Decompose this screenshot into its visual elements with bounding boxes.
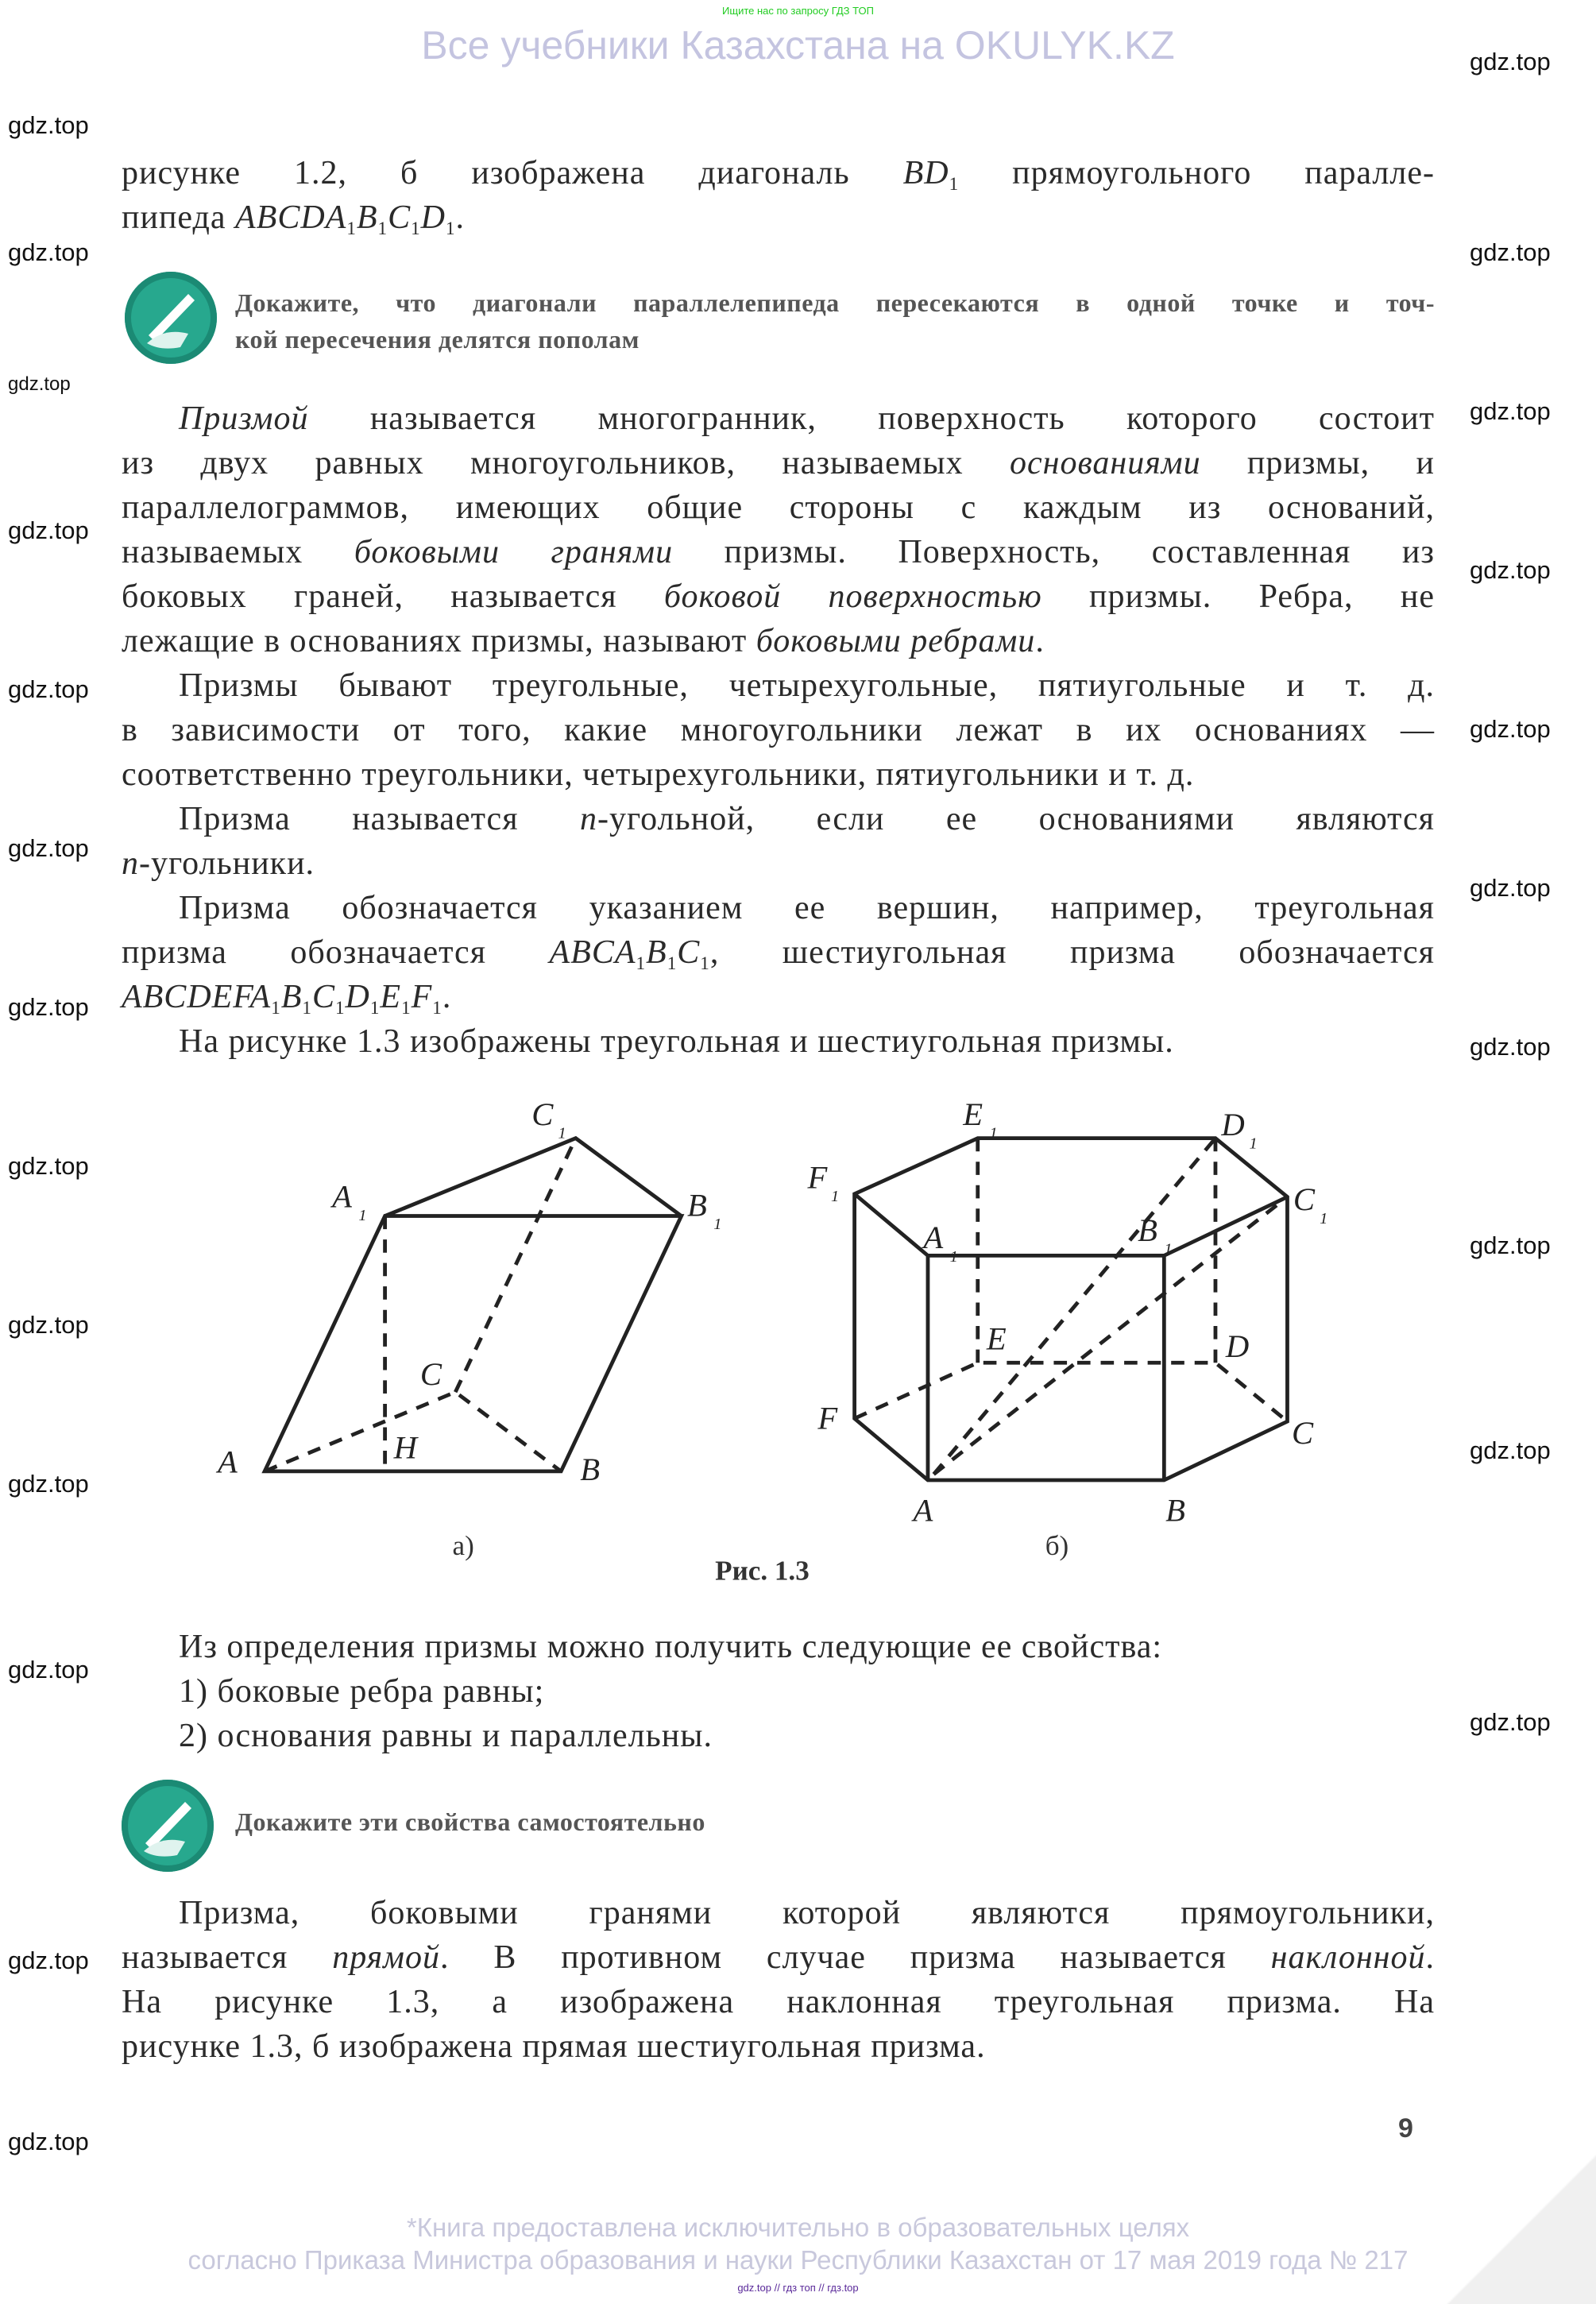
prism-properties — [122, 1625, 1409, 1758]
vertex-label: B — [1138, 1212, 1157, 1248]
watermark: gdz.top — [1470, 238, 1551, 266]
text-segment: C — [311, 979, 335, 1015]
text-segment: прямой — [332, 1939, 440, 1976]
text-line — [122, 1019, 1435, 1064]
text-segment: лежащие в основаниях призмы, называют — [122, 623, 756, 659]
text-segment: Докажите, что диагонали параллелепипеда пересекаются в одной точке и точ- — [235, 288, 1435, 317]
text-segment: n — [122, 845, 139, 882]
vertex-label: A — [332, 1178, 352, 1215]
text-line — [122, 1980, 1435, 2024]
subscript: 1 — [377, 218, 388, 239]
footer-disclaimer-2: согласно Приказа Министра образования и науки Республики Казахстан от 17 мая 2019 года № 217 — [187, 2245, 1409, 2275]
vertex-label: D — [1225, 1328, 1250, 1364]
watermark: gdz.top — [8, 2128, 89, 2155]
watermark: gdz.top — [1470, 1231, 1551, 1259]
text-segment: основаниями — [1009, 445, 1201, 481]
text-segment: Докажите эти свойства самостоятельно — [235, 1807, 705, 1836]
text-line — [122, 151, 1435, 195]
text-line — [122, 1935, 1435, 1980]
vertex-subscripts — [358, 1125, 1327, 1266]
text-segment: E — [380, 979, 402, 1015]
subscript: 1 — [369, 997, 381, 1019]
watermark: gdz.top — [8, 993, 89, 1021]
text-segment: в зависимости от того, какие многоугольники лежат в их основаниях — — [122, 712, 1435, 748]
text-segment: -угольники. — [139, 845, 315, 882]
subscript: 1 — [401, 997, 412, 1019]
vertex-label: A — [923, 1220, 944, 1256]
text-line — [122, 1891, 1435, 1935]
text-segment: D — [420, 199, 446, 236]
text-segment: BD — [902, 155, 949, 191]
watermark: gdz.top — [1470, 1436, 1551, 1464]
text-segment: Из определения призмы можно получить следующие ее свойства: — [179, 1629, 1163, 1665]
hexagonal-prism — [855, 1138, 1288, 1480]
text-line — [122, 886, 1435, 930]
watermark: gdz.top — [1470, 397, 1551, 425]
vertex-label: C — [419, 1355, 442, 1392]
text-segment: боковыми ребрами — [755, 623, 1036, 659]
text-segment: боковых граней, называется — [122, 578, 664, 615]
text-segment: На рисунке 1.3, а изображена наклонная треугольная призма. На — [122, 1984, 1435, 2020]
watermark: gdz.top — [1470, 48, 1551, 75]
watermark: gdz.top — [8, 238, 89, 266]
search-hint: Ищите нас по запросу ГДЗ ТОП — [722, 5, 874, 17]
text-segment: наклонной — [1270, 1939, 1426, 1976]
subscript: 1 — [271, 997, 281, 1019]
text-segment: кой пересечения делятся пополам — [235, 325, 640, 354]
watermark: gdz.top — [1470, 715, 1551, 743]
text-segment: ABCDA — [235, 199, 347, 236]
vertex-label: A — [218, 1444, 238, 1480]
watermark: gdz.top — [1470, 1708, 1551, 1736]
text-segment: боковой поверхностью — [663, 578, 1042, 615]
text-segment: рисунке 1.2, б изображена диагональ — [122, 155, 903, 191]
text-line — [122, 975, 1435, 1019]
prism-definition-text — [122, 396, 1435, 1064]
vertex-label: C — [1293, 1181, 1315, 1218]
text-line — [122, 574, 1435, 619]
text-segment: пипеда — [122, 199, 236, 236]
subscript: 1 — [949, 1247, 958, 1266]
footer-watermark: gdz.top // гдз топ // гдз.top — [737, 2282, 859, 2294]
pen-icon — [125, 272, 217, 364]
text-segment: . — [1035, 623, 1045, 659]
subscript: 1 — [831, 1188, 840, 1206]
text-segment: F — [411, 979, 433, 1015]
site-title: Все учебники Казахстана на OKULYK.KZ — [421, 23, 1175, 68]
vertex-label: E — [986, 1320, 1007, 1357]
subfigure-label-b: б) — [1045, 1530, 1069, 1562]
subscript: 1 — [949, 173, 960, 195]
text-line — [235, 321, 1435, 358]
watermark: gdz.top — [8, 1311, 89, 1339]
subscript: 1 — [446, 218, 456, 239]
text-segment: призма обозначается — [122, 934, 550, 971]
subscript: 1 — [411, 218, 421, 239]
watermark: gdz.top — [8, 1470, 89, 1498]
text-segment: ABCDEFA — [122, 979, 272, 1015]
text-line — [122, 752, 1435, 797]
text-line — [122, 441, 1435, 485]
vertex-label: F — [817, 1400, 838, 1436]
text-line — [122, 530, 1435, 574]
watermark: gdz.top — [8, 373, 71, 395]
subscript: 1 — [334, 997, 346, 1019]
text-line — [235, 1803, 1435, 1840]
text-line — [122, 797, 1435, 841]
text-line — [122, 663, 1435, 708]
subscript: 1 — [989, 1124, 998, 1142]
vertex-label: C — [531, 1096, 554, 1133]
text-segment: n — [579, 801, 597, 837]
watermark: gdz.top — [8, 516, 89, 544]
vertex-label: B — [1165, 1492, 1185, 1529]
text-segment: . — [1425, 1939, 1435, 1976]
text-segment: прямоугольного паралле- — [959, 155, 1435, 191]
text-segment: B — [646, 934, 667, 971]
text-segment: Призма называется — [179, 801, 580, 837]
text-segment: призмы. Ребра, не — [1041, 578, 1435, 615]
subscript: 1 — [302, 997, 312, 1019]
text-segment: соответственно треугольники, четырехугольники, пятиугольники и т. д. — [122, 756, 1195, 793]
text-segment: B — [280, 979, 303, 1015]
watermark: gdz.top — [1470, 1033, 1551, 1061]
watermark: gdz.top — [8, 675, 89, 703]
text-line — [122, 2024, 1435, 2069]
watermark: gdz.top — [1470, 556, 1551, 584]
subscript: 1 — [636, 953, 647, 974]
text-segment: Призма, боковыми гранями которой являются прямоугольники, — [179, 1895, 1435, 1931]
text-segment: рисунке 1.3, б изображена прямая шестиугольная призма. — [122, 2028, 986, 2065]
footer-disclaimer-1: *Книга предоставлена исключительно в образовательных целях — [406, 2213, 1190, 2242]
text-segment: называется многогранник, поверхность которого состоит — [308, 400, 1435, 437]
watermark: gdz.top — [1470, 874, 1551, 902]
text-segment: -угольной, если ее основаниями являются — [597, 801, 1435, 837]
text-line — [122, 195, 1435, 240]
text-segment: параллелограммов, имеющих общие стороны с каждым из оснований, — [122, 489, 1435, 526]
text-segment: C — [388, 199, 412, 236]
vertex-label: B — [580, 1451, 601, 1487]
subscript: 1 — [346, 218, 357, 239]
figure-caption: Рис. 1.3 — [715, 1555, 810, 1587]
subscript: 1 — [700, 953, 710, 974]
subscript: 1 — [432, 997, 442, 1019]
text-segment: . — [442, 979, 452, 1015]
text-segment: называется — [122, 1939, 333, 1976]
note-prove-diagonals — [235, 284, 1435, 358]
text-segment: Призмы бывают треугольные, четырехугольные, пятиугольные и т. д. — [179, 667, 1435, 704]
watermark: gdz.top — [8, 111, 89, 139]
text-segment: из двух равных многоугольников, называемых — [122, 445, 1010, 481]
watermark: gdz.top — [8, 1152, 89, 1180]
watermark: gdz.top — [8, 834, 89, 862]
text-line — [122, 708, 1435, 752]
vertex-label: F — [807, 1159, 828, 1196]
vertex-label: H — [393, 1429, 418, 1466]
watermark: gdz.top — [8, 1656, 89, 1684]
subscript: 1 — [1249, 1135, 1258, 1153]
text-line — [122, 1669, 1409, 1714]
text-segment: C — [677, 934, 701, 971]
text-segment: называемых — [122, 534, 354, 570]
text-segment: Призмой — [179, 400, 309, 437]
vertex-label: A — [913, 1492, 933, 1529]
text-line — [122, 485, 1435, 530]
text-segment: , шестиугольная призма обозначается — [709, 934, 1435, 971]
text-line — [122, 841, 1435, 886]
text-line — [235, 284, 1435, 321]
text-line — [122, 1714, 1409, 1758]
vertex-label: B — [687, 1187, 707, 1224]
subscript: 1 — [1164, 1240, 1173, 1258]
text-segment: На рисунке 1.3 изображены треугольная и шестиугольная призмы. — [179, 1023, 1174, 1060]
text-segment: призмы. Поверхность, составленная из — [673, 534, 1435, 570]
text-segment: D — [345, 979, 370, 1015]
page-number: 9 — [1398, 2113, 1413, 2144]
subscript: 1 — [713, 1216, 722, 1234]
right-prism-text — [122, 1891, 1435, 2069]
subscript: 1 — [1320, 1209, 1328, 1227]
subscript: 1 — [667, 953, 678, 974]
text-segment: призмы, и — [1200, 445, 1436, 481]
text-segment: боковыми гранями — [354, 534, 674, 570]
vertex-label: D — [1221, 1106, 1245, 1142]
subscript: 1 — [358, 1207, 367, 1225]
text-segment: Призма обозначается указанием ее вершин, например, треугольная — [179, 890, 1435, 926]
text-line — [122, 930, 1435, 975]
vertex-label: C — [1292, 1414, 1314, 1451]
intro-paragraph — [122, 151, 1435, 240]
text-line — [122, 619, 1435, 663]
text-line — [122, 1625, 1409, 1669]
text-line — [122, 396, 1435, 441]
text-segment: . В противном случае призма называется — [439, 1939, 1271, 1976]
vertex-label: E — [963, 1096, 983, 1133]
subfigure-label-a: а) — [452, 1530, 474, 1562]
text-segment: . — [455, 199, 466, 236]
text-segment: 2) основания равны и параллельны. — [179, 1718, 713, 1754]
pen-icon — [122, 1780, 214, 1872]
watermark: gdz.top — [8, 1946, 89, 1974]
subscript: 1 — [558, 1124, 566, 1142]
text-segment: ABCA — [549, 934, 636, 971]
triangular-prism — [265, 1138, 682, 1471]
note-prove-properties — [235, 1803, 1435, 1840]
text-segment: 1) боковые ребра равны; — [179, 1673, 545, 1710]
figure-prisms — [0, 1087, 1596, 1643]
text-segment: B — [356, 199, 378, 236]
